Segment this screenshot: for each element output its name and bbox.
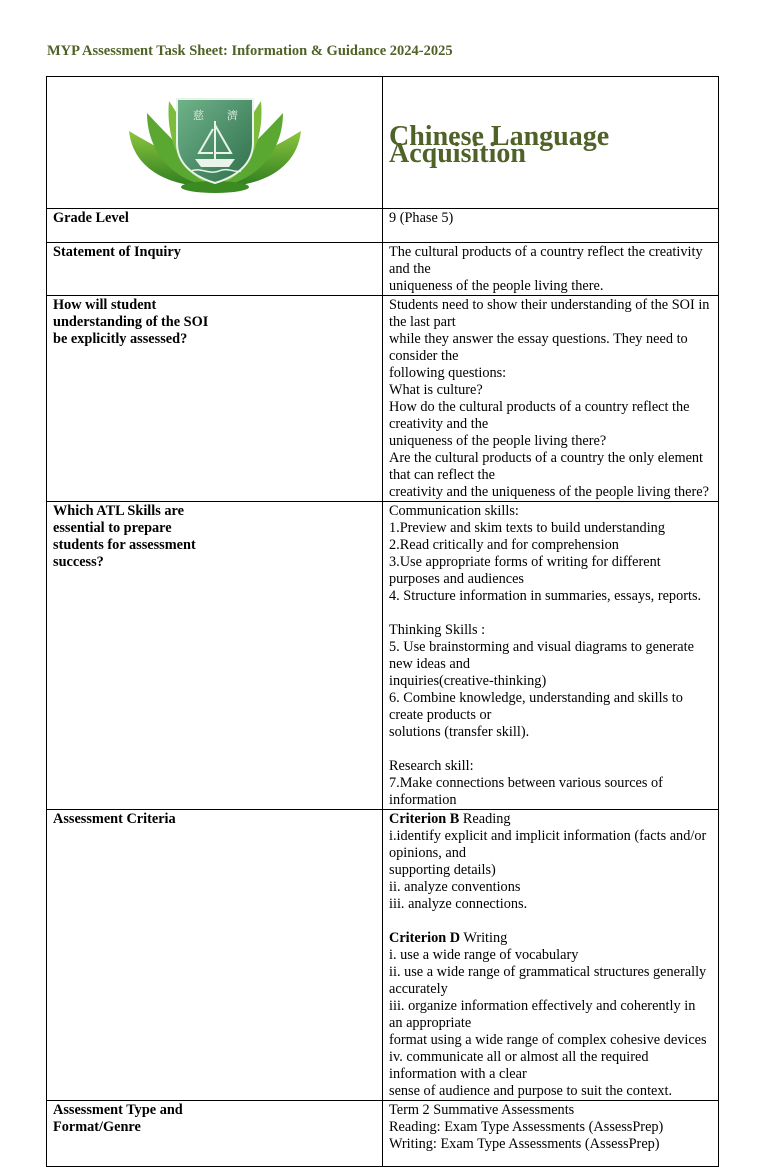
course-title-cell (383, 77, 719, 209)
criterion-d-line: iii. organize information effectively and coherently in an appropriate (389, 998, 696, 1031)
assessment-criteria-row (47, 810, 719, 1101)
assessed-line: How do the cultural products of a country reflect the creativity and the (389, 399, 690, 432)
atl-communication-line: 2.Read critically and for comprehension (389, 537, 619, 553)
assessed-value (383, 296, 719, 502)
spacer (389, 741, 712, 758)
assessed-label-line: be explicitly assessed? (53, 331, 188, 347)
criterion-d-line: format using a wide range of complex cohesive devices (389, 1032, 707, 1048)
assessed-label (47, 296, 383, 502)
assessment-type-row (47, 1101, 719, 1167)
atl-label-line: students for assessment (53, 537, 196, 553)
criterion-d-subject: Writing (460, 930, 508, 946)
logo-cell (47, 77, 383, 209)
criterion-b-name: Criterion B (389, 811, 460, 827)
criterion-d-line: ii. use a wide range of grammatical structures generally accurately (389, 964, 707, 997)
assessed-line: while they answer the essay questions. They need to consider the (389, 331, 688, 364)
task-sheet-table (46, 76, 719, 1167)
logo-glyph-right: 濟 (226, 108, 238, 122)
criterion-b-line: ii. analyze conventions (389, 879, 521, 895)
atl-skills-row (47, 502, 719, 810)
grade-level-value: 9 (Phase 5) (383, 209, 719, 243)
criterion-d-name: Criterion D (389, 930, 461, 946)
school-crest-lotus-logo-icon (125, 87, 305, 195)
assessed-label-line: How will student (53, 297, 157, 313)
assessed-line: Students need to show their understanding of the SOI in the last part (389, 297, 710, 330)
document-header: MYP Assessment Task Sheet: Information & Guidance 2024-2025 (47, 43, 453, 59)
assessed-line: uniqueness of the people living there? (389, 433, 607, 449)
atl-thinking-line: solutions (transfer skill). (389, 724, 530, 740)
atl-value (383, 502, 719, 810)
banner-row (47, 77, 719, 209)
criterion-d-line: sense of audience and purpose to suit the context. (389, 1083, 673, 1099)
atl-research-line: 7.Make connections between various sources of information (389, 775, 663, 808)
criterion-b-subject: Reading (459, 811, 511, 827)
assessed-line: What is culture? (389, 382, 483, 398)
atl-thinking-line: inquiries(creative-thinking) (389, 673, 547, 689)
criterion-d-line: i. use a wide range of vocabulary (389, 947, 579, 963)
criterion-b-line: iii. analyze connections. (389, 896, 528, 912)
atl-communication-line: 4. Structure information in summaries, essays, reports. (389, 588, 702, 604)
criteria-value (383, 810, 719, 1101)
logo-glyph-left: 慈 (192, 108, 204, 122)
atl-thinking-line: Thinking Skills : (389, 622, 486, 638)
spacer (389, 913, 712, 930)
criterion-b-heading (389, 811, 712, 828)
atl-communication-line: Communication skills: (389, 503, 519, 519)
atl-communication-line: 1.Preview and skim texts to build understanding (389, 520, 665, 536)
atl-label-line: Which ATL Skills are (53, 503, 184, 519)
course-title: Chinese Language Acquisition (389, 121, 610, 169)
assessed-label-line: understanding of the SOI (53, 314, 209, 330)
grade-level-label: Grade Level (47, 209, 383, 243)
soi-label: Statement of Inquiry (47, 243, 383, 296)
atl-communication-line: 3.Use appropriate forms of writing for different purposes and audiences (389, 554, 661, 587)
type-line: Writing: Exam Type Assessments (AssessPrep) (389, 1136, 660, 1152)
assessed-line: Are the cultural products of a country the only element that can reflect the (389, 450, 704, 483)
atl-label (47, 502, 383, 810)
type-label-line: Assessment Type and (53, 1102, 183, 1118)
assessed-line: following questions: (389, 365, 507, 381)
type-label-line: Format/Genre (53, 1119, 141, 1135)
type-line: Reading: Exam Type Assessments (AssessPrep) (389, 1119, 664, 1135)
soi-line: uniqueness of the people living there. (389, 278, 604, 294)
atl-thinking-line: 5. Use brainstorming and visual diagrams to generate new ideas and (389, 639, 694, 672)
type-value (383, 1101, 719, 1167)
type-line: Term 2 Summative Assessments (389, 1102, 575, 1118)
spacer (389, 605, 712, 622)
atl-label-line: essential to prepare (53, 520, 172, 536)
soi-line: The cultural products of a country reflect the creativity and the (389, 244, 703, 277)
atl-label-line: success? (53, 554, 104, 570)
criteria-label: Assessment Criteria (47, 810, 383, 1101)
soi-value (383, 243, 719, 296)
grade-level-row (47, 209, 719, 243)
criterion-b-line: i.identify explicit and implicit information (facts and/or opinions, and (389, 828, 707, 861)
assessment-of-soi-row (47, 296, 719, 502)
criterion-d-line: iv. communicate all or almost all the required information with a clear (389, 1049, 649, 1082)
type-label (47, 1101, 383, 1167)
criterion-b-line: supporting details) (389, 862, 496, 878)
atl-research-line: Research skill: (389, 758, 474, 774)
assessed-line: creativity and the uniqueness of the people living there? (389, 484, 709, 500)
criterion-d-heading (389, 930, 712, 947)
atl-thinking-line: 6. Combine knowledge, understanding and skills to create products or (389, 690, 683, 723)
statement-of-inquiry-row (47, 243, 719, 296)
